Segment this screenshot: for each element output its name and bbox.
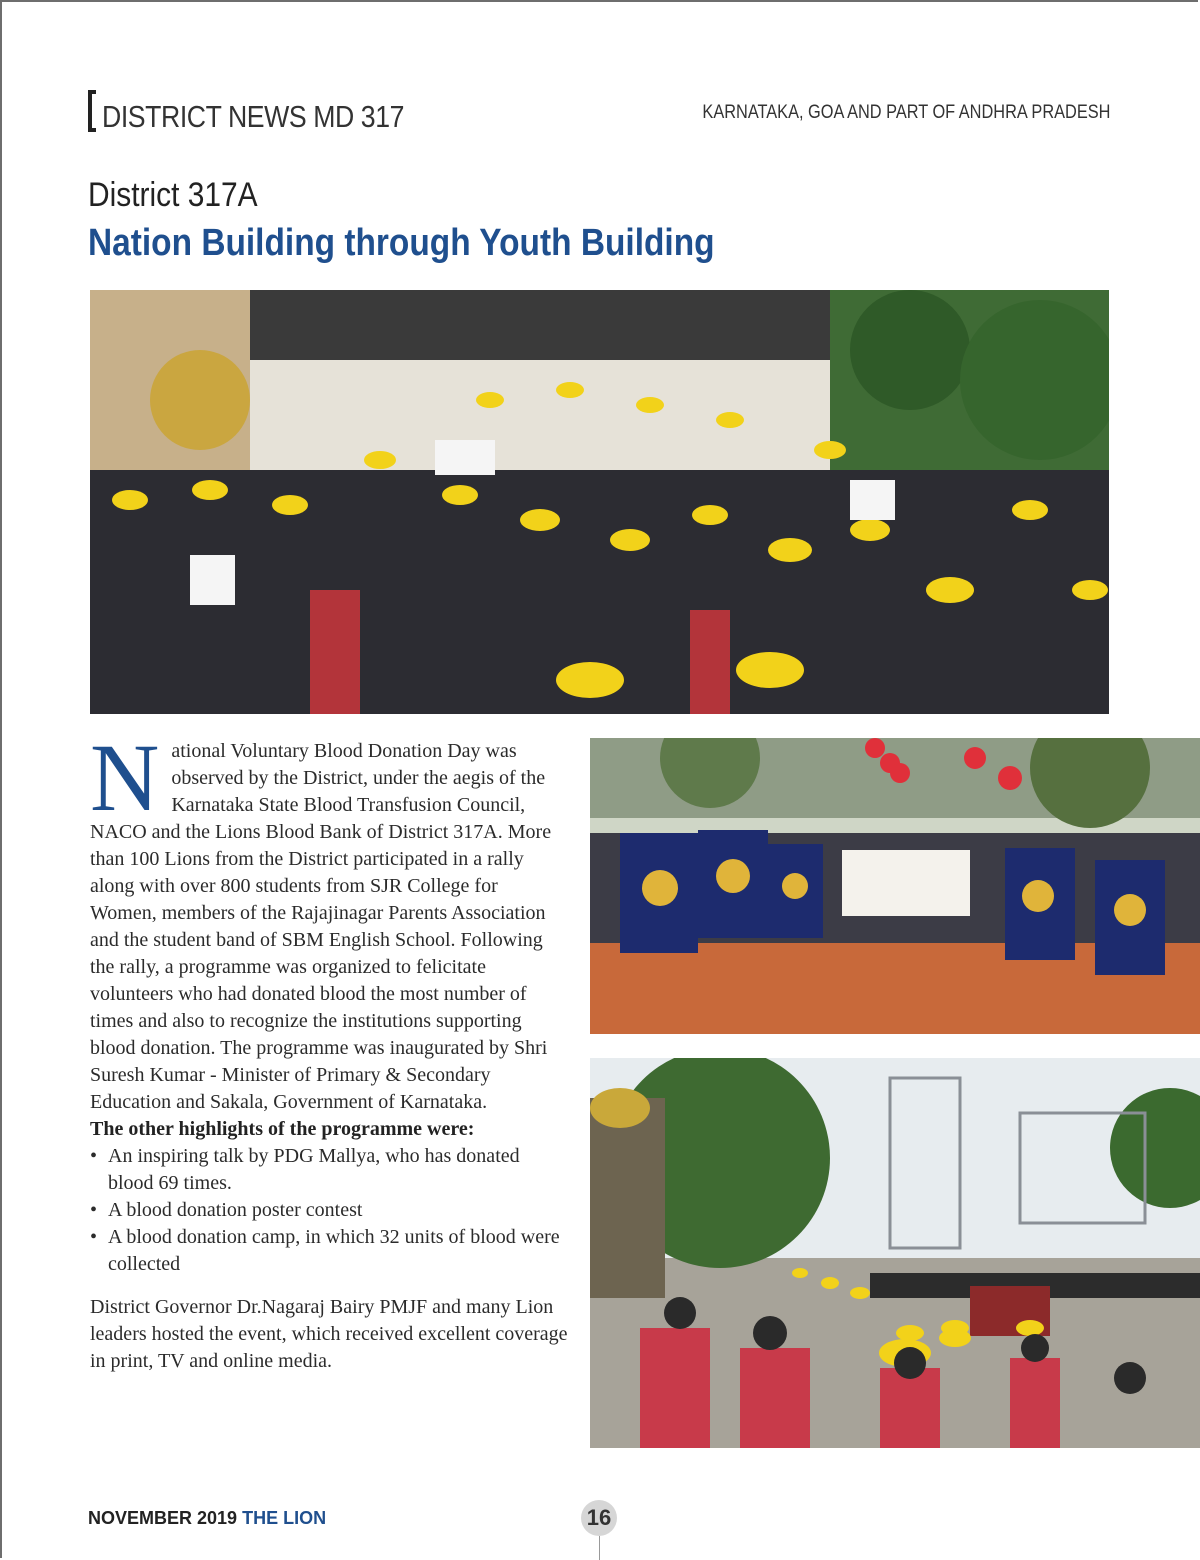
region-label: KARNATAKA, GOA AND PART OF ANDHRA PRADESH [701,102,1110,123]
section-header [88,90,453,132]
footer-issue [88,1508,326,1529]
page-number: 16 [581,1500,617,1536]
article-headline: Nation Building through Youth Building [88,222,715,264]
section-title: DISTRICT NEWS MD 317 [102,99,404,134]
page-number-rule [599,1536,600,1560]
highlight-item: • An inspiring talk by PDG Mallya, who has donated blood 69 times. [90,1143,568,1197]
photo-street-rally [590,1058,1200,1448]
highlights-title: The other highlights of the programme were: [90,1118,475,1140]
intro-text: ational Voluntary Blood Donation Day was observed by the District, under the aegis of the Karnataka State Blood Transfusion Council, NACO and the Lions Blood Bank of District 317A. More than 100 Lions from the District participated in a rally along with over 800 students from SJR College for Women, members of the Rajajinagar Parents Association and the student band of SBM English School. Following the rally, a programme was organized to felicitate volunteers who had donated blood the most number of times and also to recognize the institutions supporting blood donation. The programme was inaugurated by Shri Suresh Kumar - Minister of Primary & Secondary Education and Sakala, Government of Karnataka. [90,740,552,1113]
issue-date: NOVEMBER 2019 [88,1508,238,1528]
photo-banner-group [590,738,1200,1034]
closing-paragraph: District Governor Dr.Nagaraj Bairy PMJF and many Lion leaders hosted the event, which received excellent coverage in print, TV and online media. [90,1296,568,1372]
magazine-name: THE LION [242,1508,327,1528]
highlight-item: • A blood donation camp, in which 32 units of blood were collected [90,1224,568,1278]
bracket-mark [88,90,96,132]
photo-rally-group [90,290,1109,714]
article-body [90,724,568,1375]
highlight-item: • A blood donation poster contest [90,1197,568,1224]
intro-paragraph [90,724,568,1116]
drop-cap: N [90,724,160,831]
highlights-list [90,1143,568,1278]
district-title: District 317A [88,176,258,214]
